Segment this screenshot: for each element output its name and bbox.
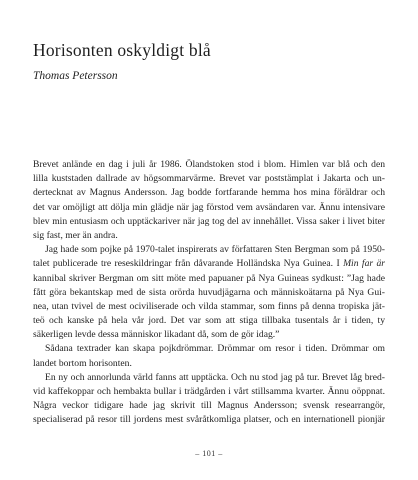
text-segment: talet publicerade tre reseskildringar från dåvarande Holländska Nya Guinea. I: [33, 258, 340, 270]
text-line: det var omöjligt att dölja min glädje när jag förstod vem avsändaren var. Ännu intensivare: [33, 201, 385, 213]
chapter-title: Horisonten oskyldigt blå: [33, 40, 211, 60]
body-text: [33, 158, 385, 428]
text-line: Några veckor tidigare hade jag skrivit till Magnus Andersson; svensk researrangör,: [33, 400, 385, 412]
text-line: landet bortom horisonten.: [33, 357, 132, 369]
book-title-italic: Min far är: [343, 258, 386, 270]
page-number: – 101 –: [195, 449, 223, 458]
text-line: vid kaffekoppar och hembakta bullar i trädgården i vårt stillsamma kvarter. Ännu oöppnat.: [33, 386, 385, 397]
text-line: sig fast, mer än andra.: [33, 229, 118, 241]
text-line: fått göra bekantskap med de sista orörda huvudjägarna och människoätarna på Nya Gui-: [33, 286, 385, 298]
text-line: blev min entusiasm och upptäckariver när jag tog del av innehållet. Vissa saker i livet biter: [33, 215, 385, 227]
text-line: lilla kuststaden dallrade av högsommarvärme. Brevet var poststämplat i Jakarta och un-: [33, 173, 385, 185]
text-line: Sådana textrader kan skapa pojkdrömmar. Drömmar om resor i tiden. Drömmar om: [45, 343, 385, 355]
text-line: teö och kanske på hela vår jord. Det var som att stiga tillbaka tusentals år i tiden, ty: [33, 315, 385, 327]
text-line: Jag hade som pojke på 1970-talet inspirerats av författaren Sten Bergman som på 1950-: [45, 244, 385, 256]
text-line: nea, utan tvivel de mest ociviliserade och vilda stammar, som finns på denna tropiska jät-: [33, 300, 385, 312]
text-line: En ny och annorlunda värld fanns att upptäcka. Och nu stod jag på tur. Brevet låg bred-: [45, 371, 385, 383]
text-line: säkerligen levde dessa människor likadant då, som de gör idag.”: [33, 329, 280, 341]
text-line: dertecknat av Magnus Andersson. Jag bodde fortfarande hemma hos mina föräldrar och: [33, 187, 385, 199]
text-line: Brevet anlände en dag i juli år 1986. Ölandstoken stod i blom. Himlen var blå och den: [33, 159, 385, 170]
chapter-author: Thomas Petersson: [33, 70, 118, 82]
text-line-with-italic: [33, 257, 385, 271]
text-line: specialiserad på resor till jordens mest svåråtkomliga platser, och en internationell pionjär: [33, 414, 385, 426]
text-line: kannibal skriver Bergman om sitt möte med papuaner på Nya Guineas sydkust: ”Jag hade: [33, 272, 385, 284]
